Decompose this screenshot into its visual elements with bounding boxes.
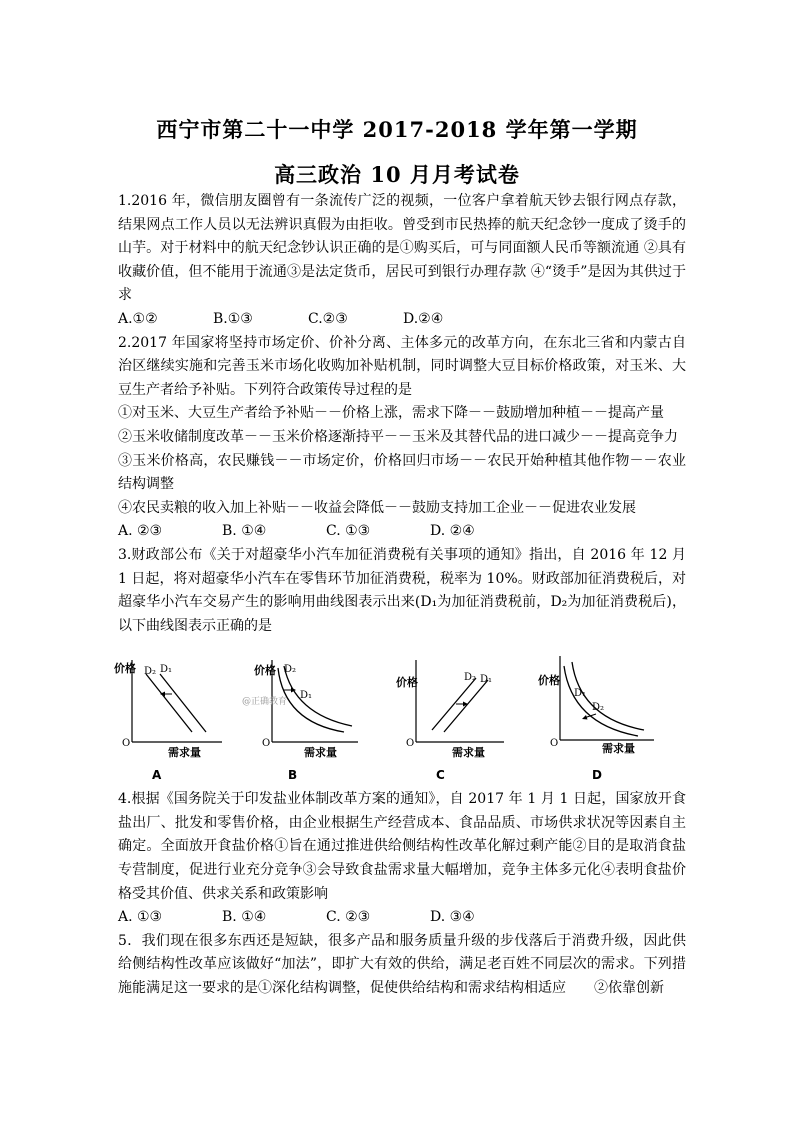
chart-a [110,652,230,783]
chart-d-ylabel: 价格 [538,674,560,688]
chart-c-xlabel: 需求量 [452,746,485,760]
chart-c-caption: C [436,768,445,783]
q4-option-d: D. ③④ [430,909,475,926]
q2-option-b: B. ①④ [222,523,267,540]
chart-a-svg [110,652,230,762]
chart-a-d2: D₂ [144,666,157,678]
q1-option-c: C.②③ [308,310,348,327]
question-5-stem: 5．我们现在很多东西还是短缺，很多产品和服务质量升级的步伐落后于消费升级，因此供给侧结构性改革应该做好“加法”，即扩大有效的供给，满足老百姓不同层次的需求。下列措施能满足这一要求的是①深化结构调整，促使供给结构和需求结构相适应 ②依靠创新 [118,932,686,997]
chart-a-ylabel: 价格 [114,662,136,676]
chart-b-xlabel: 需求量 [304,746,337,760]
q1-option-b: B.①③ [213,310,253,327]
chart-d-caption: D [592,768,602,783]
q1-option-a: A.①② [118,310,158,327]
question-2-stem: 2.2017 年国家将坚持市场定价、价补分离、主体多元的改革方向，在东北三省和内蒙古自治区继续实施和完善玉米市场化收购加补贴机制，同时调整大豆目标价格政策，对玉米、大豆生产者给予补贴。下列符合政策传导过程的是 [118,334,686,398]
chart-b-d2: D₂ [284,664,297,676]
question-1-stem: 1.2016 年，微信朋友圈曾有一条流传广泛的视频，一位客户拿着航天钞去银行网点存款，结果网点工作人员以无法辨识真假为由拒收。曾受到市民热捧的航天纪念钞一度成了烫手的山芋。对于材料中的航天纪念钞认识正确的是①购买后，可与同面额人民币等额流通 ②具有收藏价值，但不能用于流通③是法定货币，居民可到银行办理存款 ④“烫手”是因为其供过于求 [118,193,686,304]
chart-a-xlabel: 需求量 [168,746,201,760]
chart-c-ylabel: 价格 [396,676,418,690]
chart-b [240,652,370,783]
q2-option-d: D. ②④ [430,523,475,540]
chart-d-d2: D₂ [592,702,605,714]
q2-item-4: ④农民卖粮的收入加上补贴－－收益会降低－－鼓励支持加工企业－－促进农业发展 [118,499,636,516]
exam-body [114,190,686,1001]
q2-option-c: C. ①③ [326,523,371,540]
chart-c-d2: D₂ [464,672,477,684]
chart-a-origin: O [122,738,131,750]
q2-item-2: ②玉米收储制度改革－－玉米价格逐渐持平－－玉米及其替代品的进口减少－－提高竞争力 [118,428,678,445]
question-4-options [118,906,686,930]
q2-option-a: A. ②③ [118,523,163,540]
exam-subtitle: 高三政治 10 月月考试卷 [274,162,520,187]
question-3-stem: 3.财政部公布《关于对超豪华小汽车加征消费税有关事项的通知》指出，自 2016 年 12 月 1 日起，将对超豪华小汽车在零售环节加征消费税，税率为 10%。财政部加征消费税后，对超豪华小汽车交易产生的影响用曲线图表示出来(D₁为加征消费税前，D₂为加征消费税后)，以下曲线图表示正确的是 [118,546,686,634]
chart-c-origin: O [406,738,415,750]
chart-b-svg [240,652,370,762]
chart-c [392,652,512,783]
q2-item-3: ③玉米价格高，农民赚钱－－市场定价，价格回归市场－－农民开始种植其他作物－－农业结构调整 [118,452,686,493]
chart-b-caption: B [288,768,298,783]
demand-curve-charts [110,652,686,782]
q4-option-b: B. ①④ [222,909,267,926]
chart-d-origin: O [550,738,559,750]
chart-d-svg [534,652,664,762]
chart-c-d1: D₁ [480,674,493,686]
q1-option-d: D.②④ [403,310,444,327]
chart-b-d1: D₁ [300,690,313,702]
chart-b-watermark: @正确教育 [242,697,288,708]
exam-title: 西宁市第二十一中学 2017-2018 学年第一学期 [156,117,638,142]
question-1-options [118,308,686,332]
chart-c-svg [392,652,512,762]
chart-d-xlabel: 需求量 [602,742,635,756]
q2-item-1: ①对玉米、大豆生产者给予补贴－－价格上涨，需求下降－－鼓励增加种植－－提高产量 [118,405,664,422]
chart-a-d1: D₁ [160,664,173,676]
q4-option-c: C. ②③ [326,909,371,926]
chart-a-caption: A [152,768,162,783]
chart-d-d1: D₁ [574,688,587,700]
question-4-stem: 4.根据《国务院关于印发盐业体制改革方案的通知》，自 2017 年 1 月 1 日起，国家放开食盐出厂、批发和零售价格，由企业根据生产经营成本、食品品质、市场供求状况等因素自主确定。全面放开食盐价格①旨在通过推进供给侧结构性改革化解过剩产能②目的是取消食盐专营制度，促进行业充分竞争③会导致食盐需求量大幅增加，竞争主体多元化④表明食盐价格受其价值、供求关系和政策影响 [118,791,686,902]
chart-b-origin: O [262,738,271,750]
chart-d [534,652,664,783]
q4-option-a: A. ①③ [118,909,163,926]
chart-b-ylabel: 价格 [254,664,276,678]
question-2-options [118,520,686,544]
